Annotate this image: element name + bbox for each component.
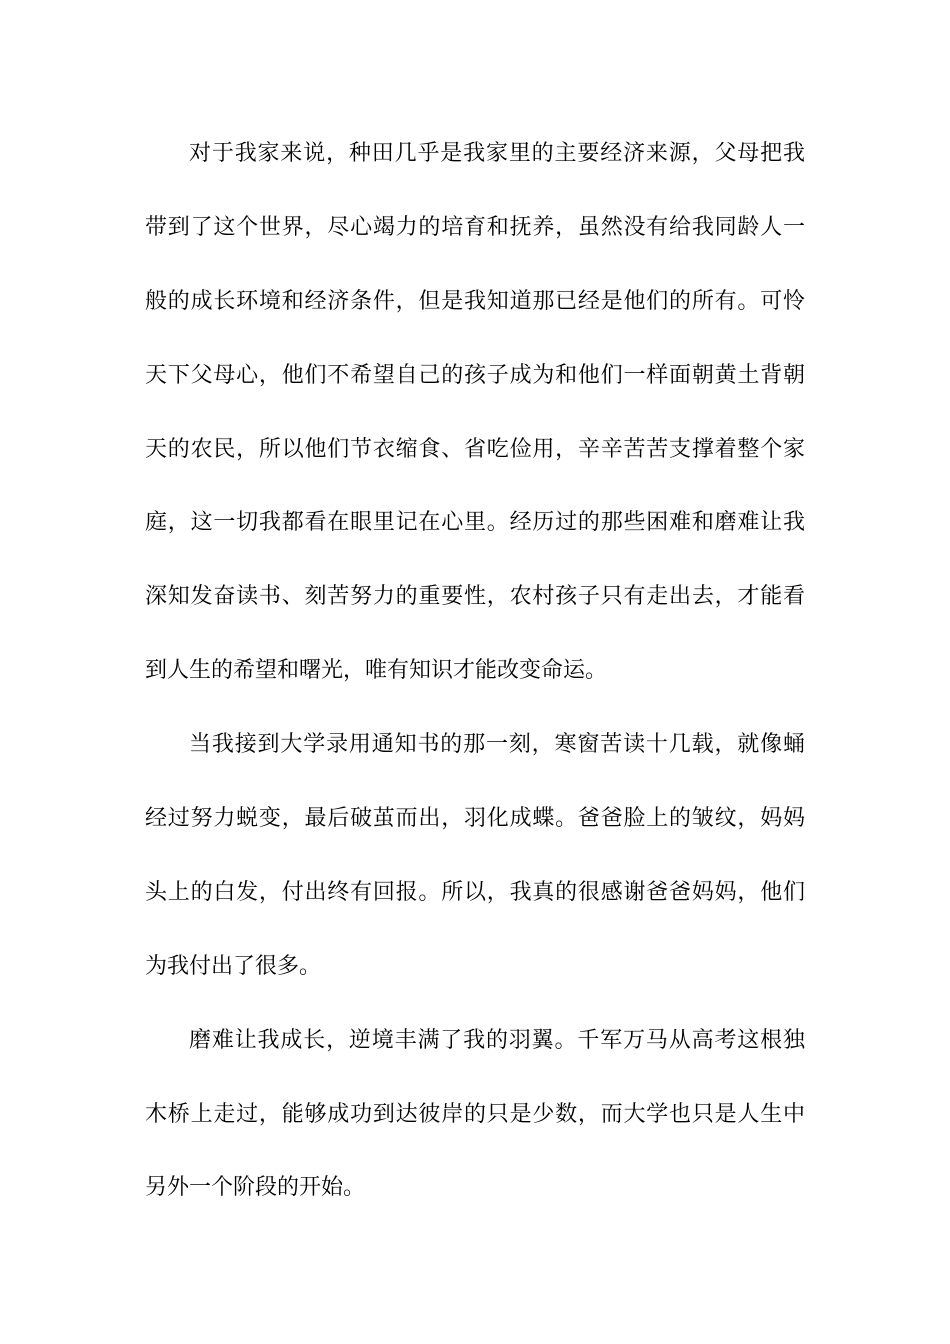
text-line: 庭，这一切我都看在眼里记在心里。经历过的那些困难和磨难让我 (145, 510, 805, 536)
text-line: 对于我家来说，种田几乎是我家里的主要经济来源，父母把我 (189, 141, 805, 166)
text-line: 当我接到大学录用通知书的那一刻，寒窗苦读十几载，就像蛹 (189, 732, 805, 758)
text-line: 带到了这个世界，尽心竭力的培育和抚养，虽然没有给我同龄人一 (145, 214, 805, 240)
paragraph-2 (145, 713, 805, 1009)
text-line: 另外一个阶段的开始。 (145, 1175, 366, 1201)
paragraph-3 (145, 1009, 805, 1231)
text-line: 深知发奋读书、刻苦努力的重要性，农村孩子只有走出去，才能看 (145, 584, 805, 610)
text-line: 磨难让我成长，逆境丰满了我的羽翼。千军万马从高考这根独 (189, 1027, 805, 1053)
text-line: 般的成长环境和经济条件，但是我知道那已经是他们的所有。可怜 (145, 288, 805, 314)
text-line: 经过努力蜕变，最后破茧而出，羽化成蝶。爸爸脸上的皱纹，妈妈 (145, 806, 805, 832)
paragraph-1 (145, 122, 805, 713)
text-line: 到人生的希望和曙光，唯有知识才能改变命运。 (145, 658, 608, 684)
text-line: 天下父母心，他们不希望自己的孩子成为和他们一样面朝黄土背朝 (145, 362, 805, 388)
text-line: 木桥上走过，能够成功到达彼岸的只是少数，而大学也只是人生中 (145, 1101, 805, 1127)
text-line: 天的农民，所以他们节衣缩食、省吃俭用，辛辛苦苦支撑着整个家 (145, 436, 805, 462)
document-body (145, 122, 805, 1230)
text-line: 为我付出了很多。 (145, 953, 322, 979)
text-line: 头上的白发，付出终有回报。所以，我真的很感谢爸爸妈妈，他们 (145, 879, 805, 905)
